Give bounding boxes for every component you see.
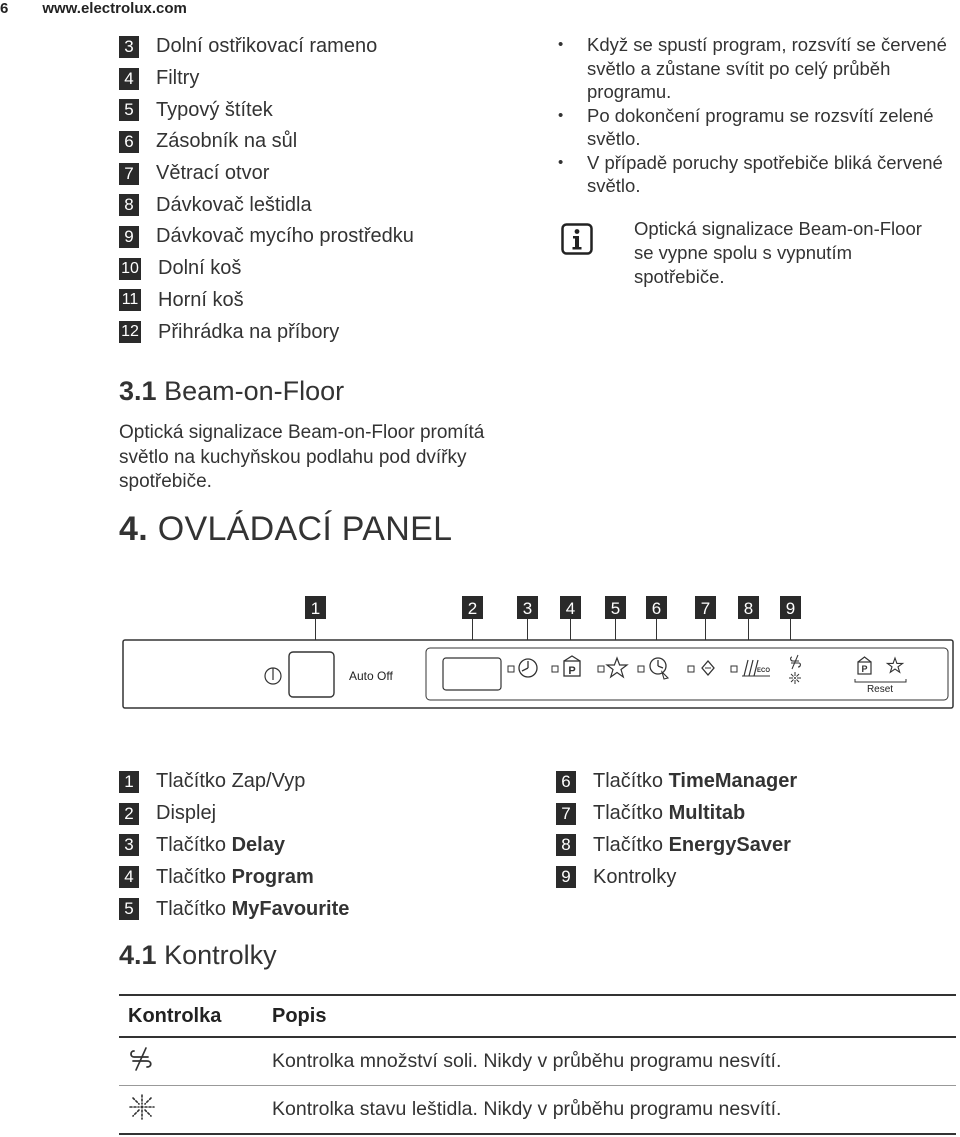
legend-text: Tlačítko (593, 833, 669, 856)
number-badge: 8 (119, 194, 139, 216)
legend-bold: Multitab (668, 802, 746, 825)
svg-text:8: 8 (743, 599, 754, 618)
list-item (119, 158, 414, 190)
table-row (119, 1038, 956, 1085)
section-heading (119, 376, 344, 407)
chapter-title: OVLÁDACÍ PANEL (157, 510, 453, 548)
page-number: 6 (0, 0, 9, 17)
section-title: Beam-on-Floor (164, 376, 345, 406)
svg-text:ECO: ECO (757, 668, 771, 674)
legend-left (119, 766, 349, 925)
section-heading (119, 940, 277, 971)
legend-item (119, 893, 349, 925)
legend-text: Tlačítko Zap/Vyp (156, 770, 306, 793)
table-header (119, 996, 956, 1036)
list-item (119, 63, 414, 95)
number-badge: 3 (119, 834, 139, 856)
legend-item (556, 798, 797, 830)
number-badge: 11 (119, 289, 141, 311)
list-item-label: Dávkovač leštidla (156, 193, 312, 216)
legend-item (556, 830, 797, 862)
legend-text: Tlačítko (156, 897, 232, 920)
list-item-label: Typový štítek (156, 98, 273, 121)
svg-text:7: 7 (700, 599, 711, 618)
svg-text:5: 5 (610, 599, 621, 618)
list-item (119, 94, 414, 126)
svg-text:P: P (861, 664, 868, 674)
list-item (119, 253, 414, 285)
legend-text: Displej (156, 802, 217, 825)
legend-item (119, 766, 349, 798)
section-title: Kontrolky (164, 940, 277, 970)
list-item (119, 316, 414, 348)
number-badge: 6 (556, 771, 576, 793)
legend-bold: TimeManager (668, 770, 798, 793)
list-item-label: Dávkovač mycího prostředku (156, 225, 414, 248)
legend-item (119, 798, 349, 830)
svg-text:3: 3 (522, 599, 533, 618)
legend-bold: Program (231, 865, 314, 888)
legend-text: Tlačítko (156, 833, 232, 856)
legend-bold: MyFavourite (231, 897, 350, 920)
svg-text:1: 1 (310, 599, 321, 618)
section-paragraph: Optická signalizace Beam-on-Floor promítá světlo na kuchyňskou podlahu pod dvířky spotřebiče. (119, 422, 485, 492)
legend-text: Kontrolky (593, 865, 677, 888)
svg-text:9: 9 (785, 599, 796, 618)
site-url[interactable]: www.electrolux.com (42, 0, 187, 17)
legend-item (556, 766, 797, 798)
number-badge: 8 (556, 834, 576, 856)
reset-label: Reset (866, 684, 894, 695)
legend-item (119, 830, 349, 862)
legend-text: Tlačítko (593, 802, 669, 825)
indicator-table (119, 994, 956, 1135)
number-badge: 9 (119, 226, 139, 248)
number-badge: 9 (556, 866, 576, 888)
list-item-label: Zásobník na sůl (156, 130, 298, 153)
list-item-label: Dolní ostřikovací rameno (156, 35, 378, 58)
parts-list (119, 31, 414, 348)
row-description: Kontrolka množství soli. Nikdy v průběhu programu nesvítí. (272, 1050, 782, 1072)
callout-1 (305, 596, 326, 645)
bullet-item: • Po dokončení programu se rozsvítí zelené světlo. (558, 104, 958, 151)
legend-right (556, 766, 797, 893)
table-row (119, 1086, 956, 1133)
list-item-label: Větrací otvor (156, 162, 270, 185)
chapter-number: 4. (119, 510, 148, 548)
number-badge: 4 (119, 866, 139, 888)
number-badge: 7 (119, 163, 139, 185)
number-badge: 4 (119, 68, 139, 90)
legend-text: Tlačítko (593, 770, 669, 793)
column-header-indicator: Kontrolka (128, 1004, 222, 1027)
svg-text:2: 2 (467, 599, 478, 618)
number-badge: 7 (556, 803, 576, 825)
info-note-text: Optická signalizace Beam-on-Floor se vypne spolu s vypnutím spotřebiče. (634, 218, 922, 287)
bullet-list (558, 33, 958, 198)
legend-item (556, 861, 797, 893)
info-icon (561, 223, 593, 255)
number-badge: 5 (119, 99, 139, 121)
column-header-description: Popis (272, 1004, 327, 1027)
legend-bold: EnergySaver (668, 833, 791, 856)
svg-text:6: 6 (651, 599, 662, 618)
list-item (119, 189, 414, 221)
chapter-heading (119, 510, 452, 549)
list-item (119, 285, 414, 317)
number-badge: 2 (119, 803, 139, 825)
legend-item (119, 861, 349, 893)
auto-off-label: Auto Off (349, 669, 393, 683)
list-item-label: Filtry (156, 67, 200, 90)
number-badge: 5 (119, 898, 139, 920)
svg-text:4: 4 (565, 599, 576, 618)
table-bottom-rule (119, 1133, 956, 1135)
list-item (119, 126, 414, 158)
legend-text: Tlačítko (156, 865, 232, 888)
control-panel-diagram (0, 590, 960, 740)
display (443, 658, 501, 690)
number-badge: 1 (119, 771, 139, 793)
number-badge: 3 (119, 36, 139, 58)
section-number: 4.1 (119, 940, 157, 970)
rinse-aid-indicator-icon (128, 1093, 156, 1121)
row-description: Kontrolka stavu leštidla. Nikdy v průběhu programu nesvítí. (272, 1098, 782, 1120)
salt-indicator-icon (128, 1046, 154, 1072)
list-item-label: Horní koš (158, 288, 244, 311)
bullet-item: • Když se spustí program, rozsvítí se červené světlo a zůstane svítit po celý průběh programu. (558, 33, 958, 104)
list-item (119, 31, 414, 63)
bullet-item: • V případě poruchy spotřebiče bliká červené světlo. (558, 151, 958, 198)
page-header (0, 0, 187, 17)
list-item-label: Dolní koš (158, 257, 242, 280)
section-number: 3.1 (119, 376, 157, 406)
number-badge: 12 (119, 321, 141, 343)
list-item (119, 221, 414, 253)
number-badge: 10 (119, 258, 141, 280)
svg-text:P: P (568, 665, 576, 677)
on-off-button[interactable] (289, 652, 334, 697)
legend-bold: Delay (231, 833, 285, 856)
number-badge: 6 (119, 131, 139, 153)
list-item-label: Přihrádka na příbory (158, 320, 340, 343)
